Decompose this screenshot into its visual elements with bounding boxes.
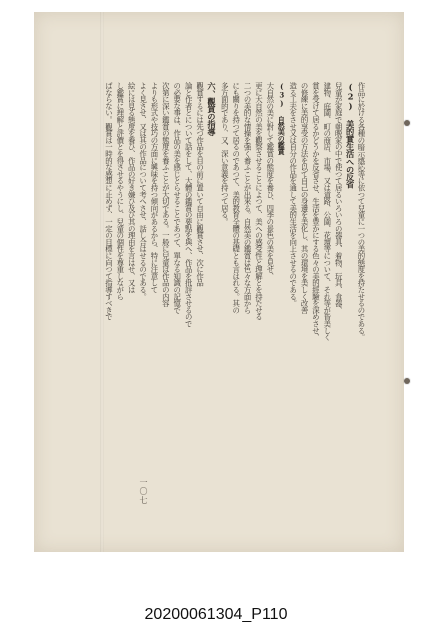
text-column: 論と作者とについて話をして、大體の鑑賞の要點を與へ、作品を批評させるので [184, 82, 194, 327]
text-column: 絵には見る態度を養ひ、作品の好き嫌ひ及び其の理由を言はせ、又は [127, 82, 137, 293]
text-column: 二つの美的な情操を强く養ふことが出來る。自然美の鑑賞は色々な方面から [243, 82, 253, 314]
text-column: 造る工夫をさせ又は自分の作品を通して美的生活を向上させるのである。 [288, 82, 298, 307]
page-number: 一〇七 [139, 478, 148, 505]
text-column: し鑑賞に理解と評價とを得させるやうにし、兒童の個性を尊重しながら [115, 82, 125, 300]
text-column: の修練に美的享受の方法を以て自己の身邊を美化し、其の環境を美しく改善 [300, 82, 310, 314]
chapter-heading: 六、觀賞の指導 [206, 82, 217, 136]
vertical-text-body [104, 82, 366, 502]
text-column: 更に大自然の美を觀察させることによつて、美への感受性と理解とを持たせる [254, 82, 264, 321]
text-column: 作品に於ける各種の暗示感応等に依つて兒童に一つの美的態度を持たせるのである。 [357, 82, 366, 341]
text-column: にも關りを持つて居るのであつて、美的教育全體の基礎とも言はれる。其の [231, 82, 241, 314]
section-heading: (3) 自然美の鑑賞 [277, 82, 287, 155]
text-column: の必要な事は、作品の美を感じとらせることであつて、單なる知識の記憶で [172, 82, 182, 314]
binding-hole-top [404, 120, 410, 126]
text-column: 賞を受けて居るかどうかを反省させ、生活を豊かにする色々の美的經驗を深めさせ、 [311, 82, 321, 341]
text-column: 觀賞するには先づ作品を目の前に置いて自由に觀賞させ、次に作品 [195, 82, 205, 287]
document-page [34, 12, 404, 552]
section-heading: (2) 美的實生活への反省 [345, 82, 356, 189]
text-column: 大自然の美に對して鑑賞の態度を養ひ、四季の景色の美を見せ、 [265, 82, 275, 280]
binding-hole-bottom [404, 378, 410, 384]
text-column: 次第に深い鑑賞の態度を養ふことが大切である。一般に兒童は作品の内容 [161, 82, 171, 307]
text-column: 建物、庭園、町の商店、市場、又は道路、公園、花壇等について、それ等が皆美しく [322, 82, 332, 341]
image-caption: 20200061304_P110 [144, 606, 288, 623]
text-column: ばならない。觀賞は一時的な感想に止めず、一定の目標に向つて指導すべきで [104, 82, 114, 321]
text-column: 兒童が家庭で朝晩家の中で使つて居るいろいろの器具、着物、玩具、食器、 [334, 82, 344, 314]
text-column: よりも形式や技巧の方面に興味を持つ傾向があるから、特に注意して [149, 82, 159, 293]
text-column: 多方面的であり、又、深い意義を持つて居る。 [220, 82, 230, 225]
text-column: よく見させ、又は其の作品について考へさせ、話し合はせるのである。 [138, 82, 148, 300]
